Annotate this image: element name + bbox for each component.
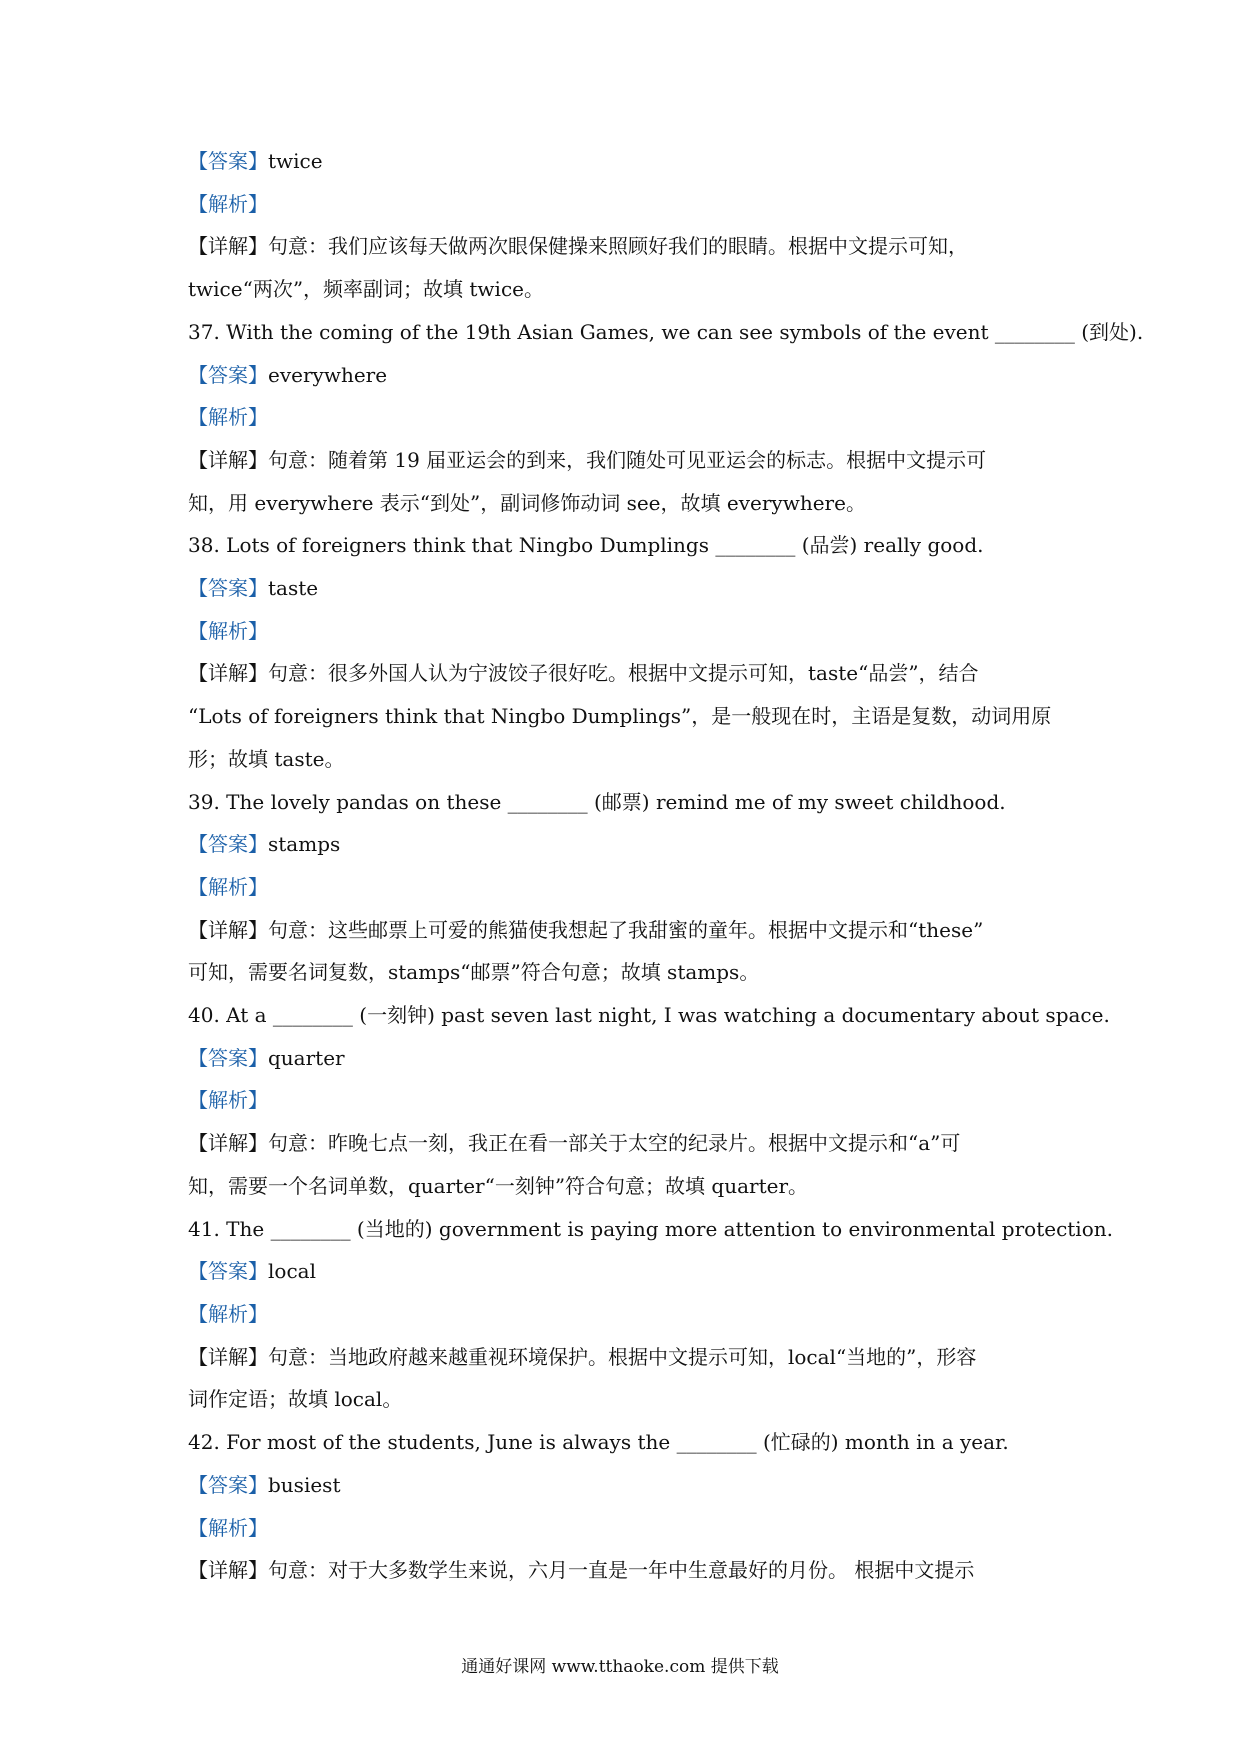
detail-text: 句意：很多外国人认为宁波饺子很好吃。根据中文提示可知，taste“品尝”，结合 xyxy=(268,661,979,686)
analysis-tag: 【解析】 xyxy=(188,405,268,430)
detail-tag: 【详解】 xyxy=(188,234,268,259)
analysis-tag: 【解析】 xyxy=(188,1088,268,1113)
detail-line: 知，需要一个名词单数，quarter“一刻钟”符合句意；故填 quarter。 xyxy=(188,1173,809,1198)
detail-line xyxy=(188,1549,1058,1592)
answer-line xyxy=(188,1464,1058,1507)
answer-line xyxy=(188,354,1058,397)
detail-line xyxy=(188,1122,1058,1165)
answer-tag: 【答案】 xyxy=(188,576,268,601)
analysis-line xyxy=(188,1507,1058,1550)
answer-tag: 【答案】 xyxy=(188,1045,268,1070)
analysis-line xyxy=(188,866,1058,909)
detail-line xyxy=(188,652,1058,695)
document-body xyxy=(188,140,1144,1592)
answer-line xyxy=(188,1037,1058,1080)
question-line: 39. The lovely pandas on these ________ (邮票) remind me of my sweet childhood. xyxy=(188,789,1006,814)
detail-tag: 【详解】 xyxy=(188,1131,268,1156)
detail-text: 句意：随着第 19 届亚运会的到来，我们随处可见亚运会的标志。根据中文提示可 xyxy=(268,447,987,472)
analysis-line xyxy=(188,1293,1058,1336)
answer-line xyxy=(188,567,1058,610)
detail-tag: 【详解】 xyxy=(188,1558,268,1583)
analysis-tag: 【解析】 xyxy=(188,618,268,643)
question-line: 42. For most of the students, June is always the ________ (忙碌的) month in a year. xyxy=(188,1430,1009,1455)
detail-tag: 【详解】 xyxy=(188,447,268,472)
detail-text: 句意：对于大多数学生来说，六月一直是一年中生意最好的月份。 根据中文提示 xyxy=(268,1558,975,1583)
detail-line xyxy=(188,909,1058,952)
page-footer: 通通好课网 www.tthaoke.com 提供下载 xyxy=(461,1657,779,1677)
detail-line xyxy=(188,1336,1058,1379)
answer-text: stamps xyxy=(268,832,341,857)
answer-text: local xyxy=(268,1259,316,1284)
detail-line: 词作定语；故填 local。 xyxy=(188,1387,403,1412)
answer-text: quarter xyxy=(268,1045,345,1070)
detail-text: 句意：当地政府越来越重视环境保护。根据中文提示可知，local“当地的”，形容 xyxy=(268,1344,977,1369)
analysis-line xyxy=(188,610,1058,653)
analysis-line xyxy=(188,183,1058,226)
answer-tag: 【答案】 xyxy=(188,362,268,387)
analysis-line xyxy=(188,1079,1058,1122)
detail-line: 形；故填 taste。 xyxy=(188,746,345,771)
answer-tag: 【答案】 xyxy=(188,149,268,173)
question-line: 41. The ________ (当地的) government is paying more attention to environmental protection. xyxy=(188,1216,1113,1241)
question-line: 38. Lots of foreigners think that Ningbo Dumplings ________ (品尝) really good. xyxy=(188,533,984,558)
answer-text: taste xyxy=(268,576,319,601)
analysis-tag: 【解析】 xyxy=(188,874,268,899)
answer-text: everywhere xyxy=(268,362,388,387)
detail-line: 可知，需要名词复数，stamps“邮票”符合句意；故填 stamps。 xyxy=(188,960,760,985)
detail-line xyxy=(188,439,1058,482)
detail-line: twice“两次”，频率副词；故填 twice。 xyxy=(188,277,544,302)
answer-text: busiest xyxy=(268,1472,341,1497)
answer-line xyxy=(188,823,1058,866)
analysis-line xyxy=(188,396,1058,439)
question-line: 40. At a ________ (一刻钟) past seven last night, I was watching a documentary about space. xyxy=(188,1003,1110,1028)
answer-tag: 【答案】 xyxy=(188,1472,268,1497)
answer-text: twice xyxy=(268,149,323,173)
analysis-tag: 【解析】 xyxy=(188,1515,268,1540)
analysis-tag: 【解析】 xyxy=(188,1301,268,1326)
detail-text: 句意：昨晚七点一刻，我正在看一部关于太空的纪录片。根据中文提示和“a”可 xyxy=(268,1131,961,1156)
question-line: 37. With the coming of the 19th Asian Games, we can see symbols of the event ________ (到处). xyxy=(188,319,1144,344)
detail-tag: 【详解】 xyxy=(188,1344,268,1369)
detail-line: 知，用 everywhere 表示“到处”，副词修饰动词 see，故填 everywhere。 xyxy=(188,490,866,515)
detail-line: “Lots of foreigners think that Ningbo Dumplings”，是一般现在时，主语是复数，动词用原 xyxy=(188,704,1052,729)
detail-tag: 【详解】 xyxy=(188,661,268,686)
answer-line xyxy=(188,1250,1058,1293)
answer-line xyxy=(188,140,1058,183)
answer-tag: 【答案】 xyxy=(188,1259,268,1284)
answer-tag: 【答案】 xyxy=(188,832,268,857)
detail-text: 句意：我们应该每天做两次眼保健操来照顾好我们的眼睛。根据中文提示可知， xyxy=(268,234,968,259)
detail-line xyxy=(188,225,1058,268)
detail-text: 句意：这些邮票上可爱的熊猫使我想起了我甜蜜的童年。根据中文提示和“these” xyxy=(268,917,984,942)
analysis-tag: 【解析】 xyxy=(188,191,268,216)
detail-tag: 【详解】 xyxy=(188,917,268,942)
